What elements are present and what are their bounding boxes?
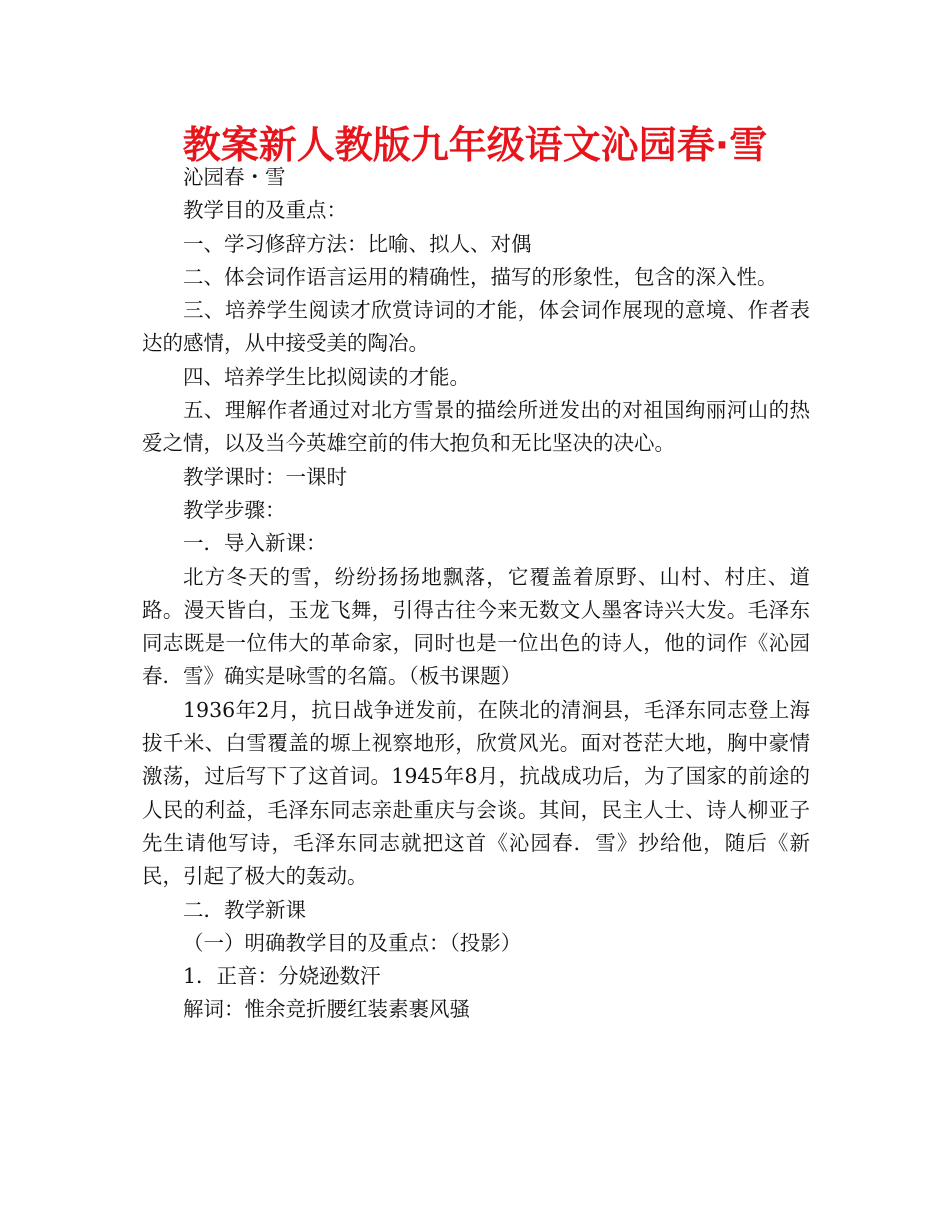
paragraph-introduction: 北方冬天的雪，纷纷扬扬地飘落，它覆盖着原野、山村、村庄、道路。漫天皆白，玉龙飞舞，引得古往今来无数文人墨客诗兴大发。毛泽东同志既是一位伟大的革命家，同时也是一位出色的诗人，他的词作《沁园春．雪》确实是咏雪的名篇。（板书课题） xyxy=(142,564,810,689)
document-body xyxy=(142,161,810,1027)
paragraph-objective-4: 四、培养学生比拟阅读的才能。 xyxy=(183,364,470,389)
document-title: 教案新人教版九年级语文沁园春·雪 xyxy=(182,123,768,167)
paragraph-objective-2: 二、体会词作语言运用的精确性，描写的形象性，包含的深入性。 xyxy=(183,264,778,289)
paragraph-class-hours: 教学课时：一课时 xyxy=(183,464,347,489)
paragraph-background: 1936年2月，抗日战争迸发前，在陕北的清涧县，毛泽东同志登上海拔千米、白雪覆盖的塬上视察地形，欣赏风光。面对苍茫大地，胸中豪情激荡，过后写下了这首词。1945年8月，抗战成功后，为了国家的前途的人民的利益，毛泽东同志亲赴重庆与会谈。其间，民主人士、诗人柳亚子先生请他写诗，毛泽东同志就把这首《沁园春．雪》抄给他，随后《新民，引起了极大的轰动。 xyxy=(142,697,810,889)
paragraph-steps-heading: 教学步骤： xyxy=(183,497,286,522)
paragraph-objectives-heading: 教学目的及重点： xyxy=(183,198,347,223)
paragraph-objective-3: 三、培养学生阅读才欣赏诗词的才能，体会词作展现的意境、作者表达的感情，从中接受美的陶冶。 xyxy=(142,298,810,356)
paragraph-subtitle: 沁园春・雪 xyxy=(183,165,286,189)
paragraph-step-1-heading: 一．导入新课： xyxy=(183,531,327,556)
paragraph-vocabulary: 解词：惟余竞折腰红装素裹风骚 xyxy=(183,997,470,1022)
paragraph-objective-5: 五、理解作者通过对北方雪景的描绘所迸发出的对祖国绚丽河山的热爱之情，以及当今英雄空前的伟大抱负和无比坚决的决心。 xyxy=(142,398,810,456)
paragraph-step-2-heading: 二．教学新课 xyxy=(183,897,306,922)
paragraph-step-2-1: （一）明确教学目的及重点：（投影） xyxy=(183,930,522,955)
paragraph-pronunciation: 1．正音：分娆逊数汗 xyxy=(183,964,381,989)
paragraph-objective-1: 一、学习修辞方法：比喻、拟人、对偶 xyxy=(183,231,532,256)
